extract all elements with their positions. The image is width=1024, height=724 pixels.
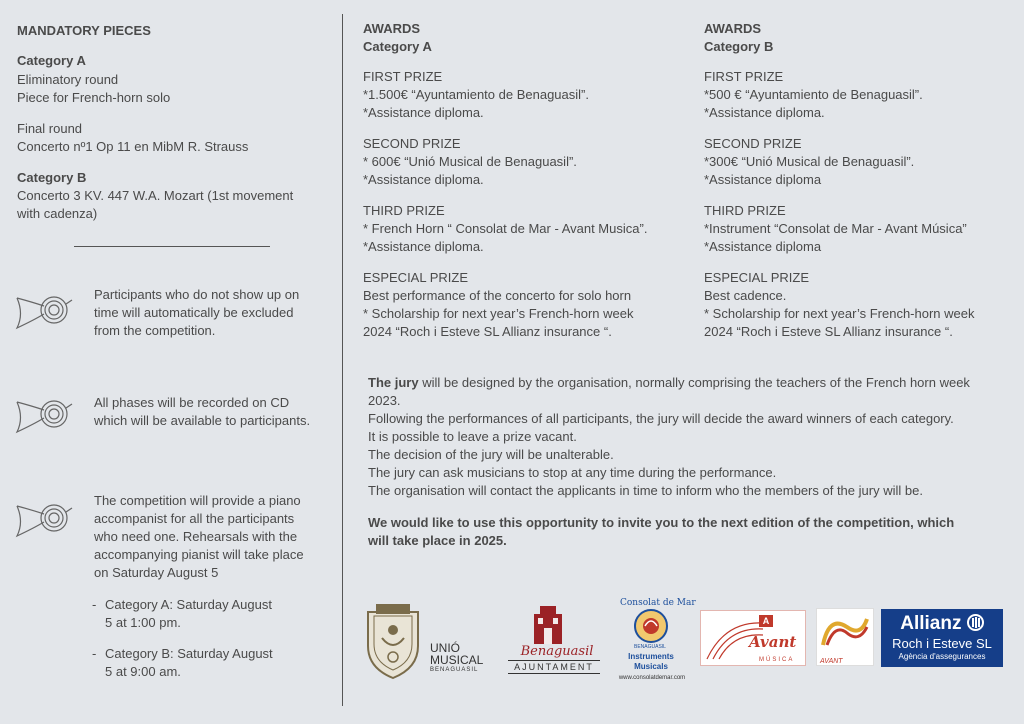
consolat-line2: Musicals bbox=[634, 662, 668, 671]
french-horn-icon bbox=[14, 498, 74, 540]
avant-a-badge: A bbox=[759, 615, 773, 627]
allianz-name: Allianz bbox=[900, 613, 962, 634]
section-divider bbox=[74, 246, 270, 247]
prize-especial-b bbox=[704, 269, 1024, 341]
rehearsal-line: 5 at 9:00 am. bbox=[105, 664, 181, 679]
allianz-eagle-icon bbox=[967, 614, 984, 631]
allianz-line3: Agència d'assegurances bbox=[898, 652, 986, 661]
note-line: accompanying pianist will take place bbox=[94, 547, 304, 562]
consolat-line1: Instruments bbox=[628, 652, 674, 661]
union-musical-text bbox=[430, 642, 483, 674]
prize-line: *Assistance diploma. bbox=[363, 239, 484, 254]
prize-line: * Scholarship for next year’s French-horn week bbox=[363, 306, 634, 321]
rehearsal-item-a bbox=[92, 596, 312, 632]
jury-lead-rest: will be designed by the organisation, normally comprising the teachers of the French horn week bbox=[418, 375, 970, 390]
prize-title: FIRST PRIZE bbox=[363, 69, 443, 84]
awards-b-heading: AWARDS bbox=[704, 21, 762, 36]
category-a-title: Category A bbox=[17, 53, 86, 68]
prize-title: ESPECIAL PRIZE bbox=[363, 270, 468, 285]
prize-title: ESPECIAL PRIZE bbox=[704, 270, 809, 285]
prize-line: 2024 “Roch i Esteve SL Allianz insurance “. bbox=[363, 324, 612, 339]
consolat-url: www.consolatdemar.com bbox=[618, 675, 686, 681]
avant-emblem-text: AVANT bbox=[820, 658, 843, 665]
prize-line: Best performance of the concerto for solo horn bbox=[363, 288, 632, 303]
avant-emblem-logo bbox=[816, 608, 874, 666]
avant-emblem-icon bbox=[817, 609, 873, 653]
note-line: All phases will be recorded on CD bbox=[94, 395, 290, 410]
jury-line: It is possible to leave a prize vacant. bbox=[368, 429, 577, 444]
allianz-line2: Roch i Esteve SL bbox=[892, 636, 992, 651]
note-line: which will be available to participants. bbox=[94, 413, 311, 428]
category-b-title: Category B bbox=[17, 170, 87, 185]
note-line: on Saturday August 5 bbox=[94, 565, 219, 580]
note-line: from the competition. bbox=[94, 323, 216, 338]
benaguasil-name: Benaguasil bbox=[520, 644, 594, 659]
category-b-line: with cadenza) bbox=[17, 206, 98, 221]
prize-line: 2024 “Roch i Esteve SL Allianz insurance “. bbox=[704, 324, 953, 339]
prize-third-a bbox=[363, 202, 683, 256]
union-line1: UNIÓ bbox=[430, 641, 460, 655]
prize-line: *Assistance diploma. bbox=[704, 105, 825, 120]
prize-second-b bbox=[704, 135, 1024, 189]
prize-title: THIRD PRIZE bbox=[363, 203, 445, 218]
consolat-text bbox=[614, 652, 688, 672]
prize-second-a bbox=[363, 135, 683, 189]
note-line: who need one. Rehearsals with the bbox=[94, 529, 298, 544]
jury-section bbox=[368, 374, 1013, 550]
invitation-line: will take place in 2025. bbox=[368, 533, 507, 548]
jury-line bbox=[368, 374, 1013, 392]
awards-a-category: Category A bbox=[363, 39, 432, 54]
prize-line: *Assistance diploma. bbox=[363, 172, 484, 187]
prize-line: *Instrument “Consolat de Mar - Avant Música” bbox=[704, 221, 967, 236]
avant-sub: MÚSICA bbox=[759, 657, 795, 663]
prize-first-b bbox=[704, 68, 1024, 122]
prize-line: *Assistance diploma bbox=[704, 172, 822, 187]
note-recording bbox=[94, 394, 339, 430]
benaguasil-sub: AJUNTAMENT bbox=[508, 660, 600, 674]
awards-a-heading: AWARDS bbox=[363, 21, 421, 36]
prize-line: * 600€ “Unió Musical de Benaguasil”. bbox=[363, 154, 577, 169]
jury-line: The jury can ask musicians to stop at any time during the performance. bbox=[368, 465, 777, 480]
allianz-name-row bbox=[881, 612, 1003, 636]
prize-line: *Assistance diploma bbox=[704, 239, 822, 254]
note-line: time will automatically be excluded bbox=[94, 305, 294, 320]
list-dash: - bbox=[92, 597, 97, 612]
invitation bbox=[368, 514, 1013, 550]
jury-line: The organisation will contact the applicants in time to inform who the members of the jury will be. bbox=[368, 483, 923, 498]
consolat-arc-text: Consolat de Mar bbox=[620, 598, 696, 608]
list-dash: - bbox=[92, 646, 97, 661]
note-line: The competition will provide a piano bbox=[94, 493, 301, 508]
jury-line: The decision of the jury will be unalterable. bbox=[368, 447, 614, 462]
prize-third-b bbox=[704, 202, 1024, 256]
note-accompanist bbox=[94, 492, 334, 582]
prize-line: *Assistance diploma. bbox=[363, 105, 484, 120]
rehearsal-line: Category B: Saturday August bbox=[105, 646, 273, 661]
mandatory-pieces-heading: MANDATORY PIECES bbox=[17, 23, 151, 38]
awards-b-category: Category B bbox=[704, 39, 774, 54]
note-no-show bbox=[94, 286, 334, 340]
union-line2: MUSICAL bbox=[430, 653, 484, 667]
prize-line: *500 € “Ayuntamiento de Benaguasil”. bbox=[704, 87, 923, 102]
invitation-line: We would like to use this opportunity to invite you to the next edition of the competition, which bbox=[368, 515, 955, 530]
rehearsal-line: 5 at 1:00 pm. bbox=[105, 615, 181, 630]
prize-line: Best cadence. bbox=[704, 288, 787, 303]
prize-title: SECOND PRIZE bbox=[363, 136, 461, 151]
note-line: Participants who do not show up on bbox=[94, 287, 300, 302]
benaguasil-crest-icon bbox=[530, 604, 566, 646]
prize-first-a bbox=[363, 68, 683, 122]
rehearsal-item-b bbox=[92, 645, 312, 681]
union-musical-crest-logo bbox=[362, 602, 424, 680]
category-b-line: Concerto 3 KV. 447 W.A. Mozart (1st movement bbox=[17, 188, 294, 203]
rehearsal-line: Category A: Saturday August bbox=[105, 597, 272, 612]
french-horn-icon bbox=[14, 290, 74, 332]
final-round-line: Final round bbox=[17, 121, 83, 136]
prize-line: * Scholarship for next year’s French-horn week bbox=[704, 306, 975, 321]
prize-title: SECOND PRIZE bbox=[704, 136, 802, 151]
prize-especial-a bbox=[363, 269, 683, 341]
prize-title: THIRD PRIZE bbox=[704, 203, 786, 218]
avant-musica-logo bbox=[700, 610, 806, 666]
prize-line: *300€ “Unió Musical de Benaguasil”. bbox=[704, 154, 915, 169]
avant-name: Avant bbox=[749, 633, 797, 651]
prize-title: FIRST PRIZE bbox=[704, 69, 784, 84]
allianz-logo bbox=[881, 609, 1003, 667]
jury-line: Following the performances of all participants, the jury will decide the award winners of each category. bbox=[368, 411, 954, 426]
category-a-line: Piece for French-horn solo bbox=[17, 90, 171, 105]
note-line: accompanist for all the participants bbox=[94, 511, 295, 526]
prize-line: * French Horn “ Consolat de Mar - Avant Musica”. bbox=[363, 221, 648, 236]
final-round-line: Concerto nº1 Op 11 en MibM R. Strauss bbox=[17, 139, 249, 154]
category-a-line: Eliminatory round bbox=[17, 72, 119, 87]
column-divider bbox=[342, 14, 343, 706]
union-line3: BENAGUASIL bbox=[430, 667, 479, 673]
consolat-arc-bottom: BENAGUASIL bbox=[634, 644, 666, 650]
jury-line: 2023. bbox=[368, 393, 401, 408]
jury-lead: The jury bbox=[368, 375, 419, 390]
french-horn-icon bbox=[14, 394, 74, 436]
prize-line: *1.500€ “Ayuntamiento de Benaguasil”. bbox=[363, 87, 589, 102]
